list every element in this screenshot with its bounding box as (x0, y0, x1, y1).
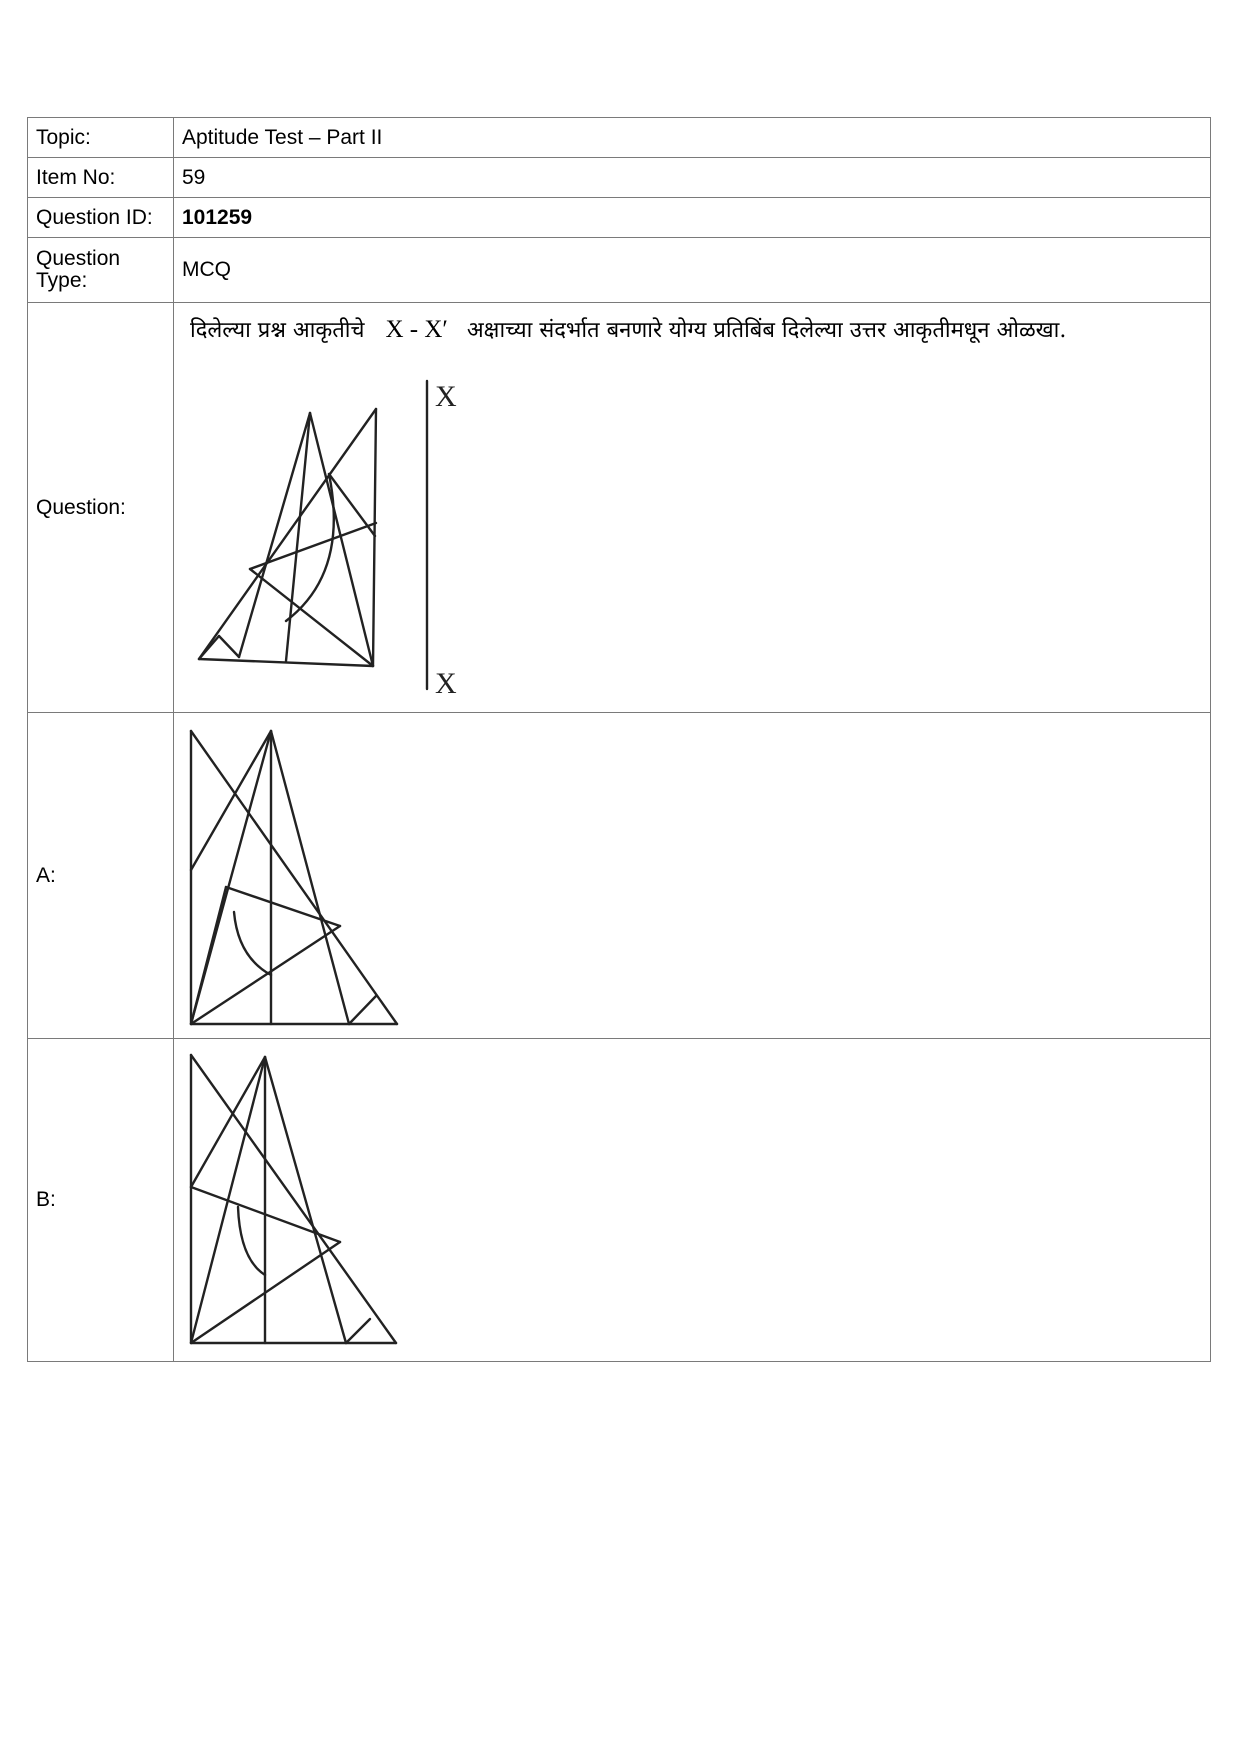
axis-bottom-label: X (435, 667, 457, 700)
question-figure (174, 303, 574, 712)
option-a-cell (174, 713, 1211, 1039)
question-text-after: अक्षाच्या संदर्भात बनणारे योग्य प्रतिबिंब दिलेल्या उत्तर आकृतीमधून ओळखा. (466, 318, 1067, 343)
question-label: Question: (28, 303, 174, 713)
question-type-label: Question Type: (28, 238, 174, 303)
option-b-label: B: (28, 1039, 174, 1362)
option-a-figure (174, 713, 434, 1038)
question-row (28, 303, 1211, 713)
question-type-value: MCQ (174, 238, 1211, 303)
question-type-row (28, 238, 1211, 303)
topic-value: Aptitude Test – Part II (174, 118, 1211, 158)
question-text-before: दिलेल्या प्रश्न आकृतीचे (190, 318, 365, 343)
question-figure-lines (199, 409, 376, 666)
topic-label: Topic: (28, 118, 174, 158)
option-b-cell (174, 1039, 1211, 1362)
topic-row (28, 118, 1211, 158)
option-b-figure (174, 1039, 434, 1361)
question-id-label: Question ID: (28, 198, 174, 238)
question-axis-text: X - X′ (385, 316, 448, 343)
item-no-row (28, 158, 1211, 198)
option-b-row (28, 1039, 1211, 1362)
question-id-row (28, 198, 1211, 238)
item-no-label: Item No: (28, 158, 174, 198)
item-no-value: 59 (174, 158, 1211, 198)
question-sheet (27, 117, 1211, 1362)
question-cell (174, 303, 1211, 713)
question-id-value: 101259 (174, 198, 1211, 238)
axis-top-label: X (435, 380, 457, 413)
option-b-figure-lines (191, 1055, 396, 1343)
option-a-label: A: (28, 713, 174, 1039)
option-a-row (28, 713, 1211, 1039)
option-a-figure-lines (191, 731, 397, 1024)
